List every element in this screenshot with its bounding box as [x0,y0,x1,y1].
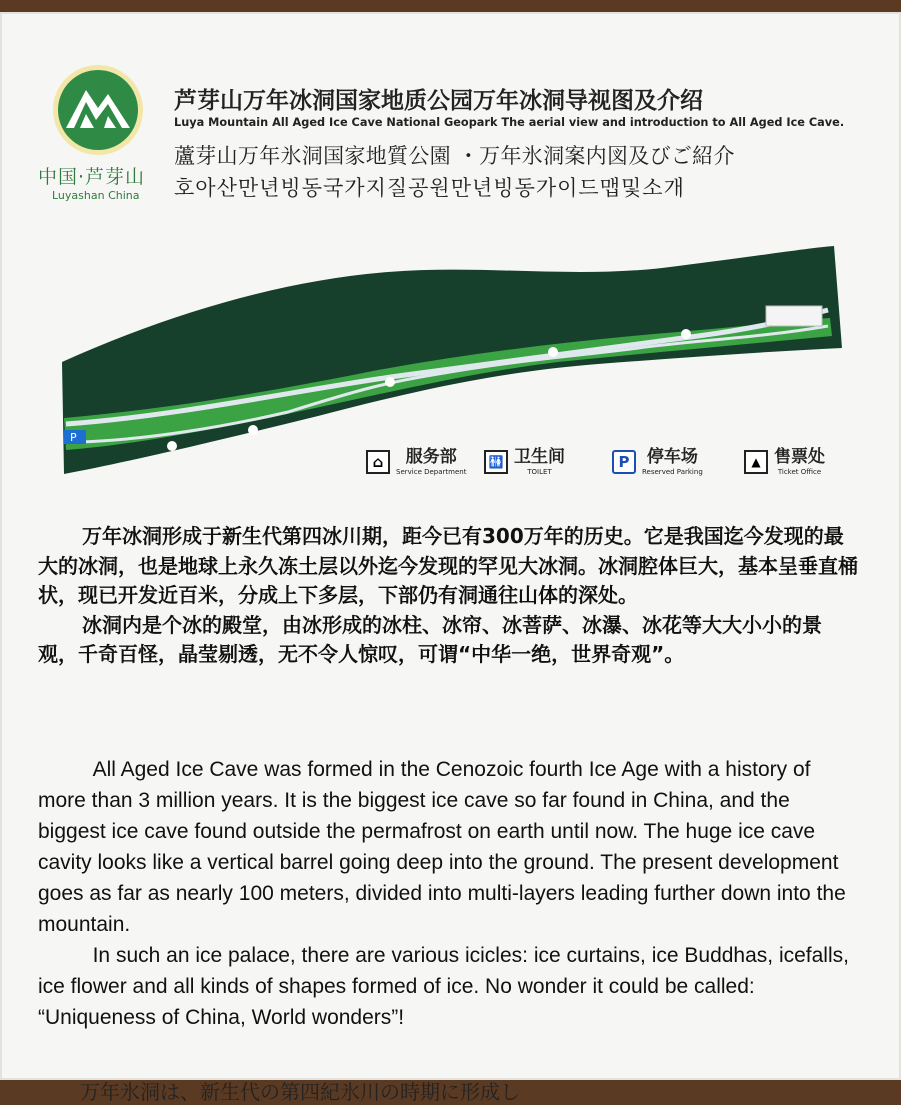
ticket-icon: ▲ [744,450,768,474]
aerial-map [58,240,848,480]
legend-label-cn: 卫生间 [514,446,565,467]
legend-label-cn: 售票处 [774,446,825,467]
title-korean: 호아산만년빙동국가지질공원만년빙동가이드맵및소개 [174,176,685,200]
title-japanese: 蘆芽山万年氷洞国家地質公園 ・万年氷洞案内図及びご紹介 [174,144,735,168]
intro-cn-paragraph: 冰洞内是个冰的殿堂，由冰形成的冰柱、冰帘、冰菩萨、冰瀑、冰花等大大小小的景观，千奇百怪，晶莹剔透，无不令人惊叹，可谓“中华一绝，世界奇观”。 [38,612,822,666]
legend-label-cn: 服务部 [405,446,457,467]
intro-en-paragraph: All Aged Ice Cave was formed in the Cenozoic fourth Ice Age with a history of more than 3 million years. It is the biggest ice cave so far found in China, and the biggest ice cave found outside the permafrost on earth until now. The huge ice cave cavity looks like a vertical barrel going deep into the ground. The present development goes as far as nearly 100 meters, divided into multi-layers leading further down into the mountain. [38,758,846,936]
legend-parking [612,445,703,479]
mountain-logo-icon [52,64,144,156]
legend-label-en: TOILET [527,467,552,476]
info-board [0,12,901,1104]
map-stop [548,347,558,357]
legend-label-cn: 停车场 [646,446,698,467]
map-stop [385,377,395,387]
logo-text-en: Luyashan China [52,189,140,202]
logo-text-cn: 中国·芦芽山 [38,166,146,188]
map-stop [248,425,258,435]
intro-english [38,754,858,1033]
intro-japanese-partial: 万年氷洞は、新生代の第四紀氷川の時期に形成し [80,1080,520,1104]
map-building [766,306,822,326]
parking-icon: P [612,450,636,474]
legend-label-en: Ticket Office [777,467,822,476]
map-stop [167,441,177,451]
legend-service [366,445,466,479]
legend-label-en: Service Department [396,467,467,476]
toilet-icon: 🚻 [484,450,508,474]
map-parking-label: P [70,431,77,444]
service-icon: ⌂ [366,450,390,474]
title-english: Luya Mountain All Aged Ice Cave National Geopark The aerial view and introduction to All Aged Ice Cave. [174,116,845,129]
legend-ticket [744,445,825,479]
intro-chinese [38,522,860,670]
title-chinese: 芦芽山万年冰洞国家地质公园万年冰洞导视图及介绍 [174,88,703,114]
legend-toilet [484,445,565,479]
intro-cn-paragraph: 万年冰洞形成于新生代第四冰川期，距今已有300万年的历史。它是我国迄今发现的最大的冰洞，也是地球上永久冻土层以外迄今发现的罕见大冰洞。冰洞腔体巨大，基本呈垂直桶状，现已开发近百米，分成上下多层，下部仍有洞通往山体的深处。 [38,524,858,607]
intro-en-paragraph: In such an ice palace, there are various icicles: ice curtains, ice Buddhas, icefalls, ice flower and all kinds of shapes formed of ice. No wonder it could be called: “Uniqueness of China, World wonders”! [38,944,849,1029]
legend-label-en: Reserved Parking [642,467,703,476]
map-stop [681,329,691,339]
